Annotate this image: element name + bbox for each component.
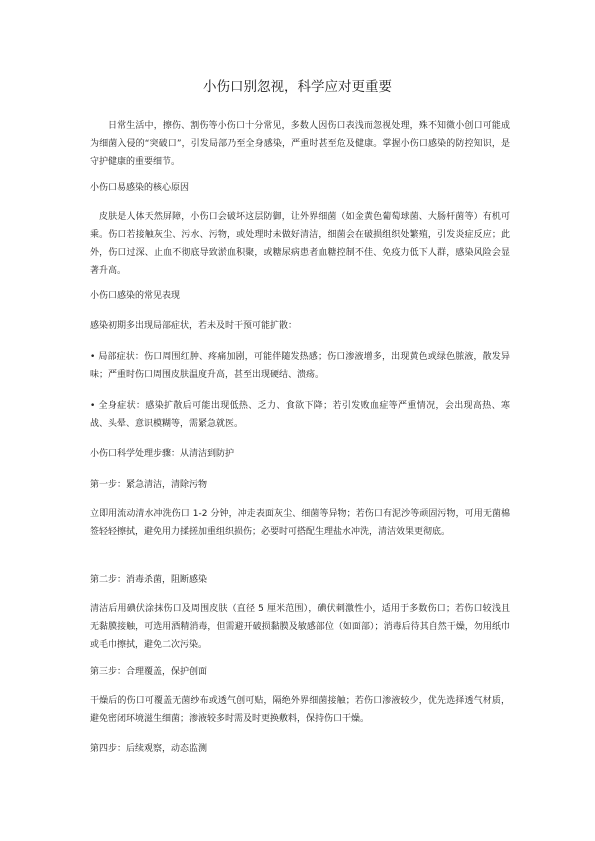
section-heading-treatment: 小伤口科学处理步骤：从清洁到防护 [90, 449, 235, 459]
step-1-title: 第一步：紧急清洁，清除污物 [90, 480, 208, 490]
causes-paragraph: 皮肤是人体天然屏障，小伤口会破坏这层防御，让外界细菌（如金黄色葡萄球菌、大肠杆菌等）有机可乘。伤口若接触灰尘、污水、污物，或处理时未做好清洁，细菌会在破损组织处繁殖，引发炎症反应；此外，伤口过深、止血不彻底导致淤血积聚，或糖尿病患者血糖控制不佳、免疫力低下人群，感染风险会显著升高。 [90, 212, 510, 276]
step-2-body: 清洁后用碘伏涂抹伤口及周围皮肤（直径 5 厘米范围），碘伏刺激性小，适用于多数伤口；若伤口较浅且无黏膜接触，可选用酒精消毒，但需避开破损黏膜及敏感部位（如面部）；消毒后待其自然干燥，勿用纸巾或毛巾擦拭，避免二次污染。 [90, 604, 510, 650]
bullet-text-local: 局部症状：伤口周围红肿、疼痛加剧，可能伴随发热感；伤口渗液增多，出现黄色或绿色脓液，散发异味；严重时伤口周围皮肤温度升高，甚至出现硬结、溃疡。 [90, 352, 510, 380]
step-4-title: 第四步：后续观察，动态监测 [90, 744, 208, 754]
bullet-marker: • [90, 352, 96, 362]
step-3-body: 干燥后的伤口可覆盖无菌纱布或透气创可贴，隔绝外界细菌接触；若伤口渗液较少，优先选择透气材质，避免密闭环境滋生细菌；渗液较多时需及时更换敷料，保持伤口干燥。 [90, 696, 510, 724]
bullet-text-systemic: 全身症状：感染扩散后可能出现低热、乏力、食欲下降；若引发败血症等严重情况，会出现高热、寒战、头晕、意识模糊等，需紧急就医。 [90, 401, 510, 429]
symptom-bullet-systemic [90, 397, 510, 433]
step-2-title: 第二步：消毒杀菌，阻断感染 [90, 575, 208, 585]
intro-paragraph: 日常生活中，擦伤、割伤等小伤口十分常见，多数人因伤口表浅而忽视处理，殊不知微小创口可能成为细菌入侵的“突破口”，引发局部乃至全身感染，严重时甚至危及健康。掌握小伤口感染的防控知识，是守护健康的重要细节。 [90, 121, 510, 167]
section-heading-causes: 小伤口易感染的核心原因 [90, 183, 190, 193]
document-title: 小伤口别忽视，科学应对更重要 [203, 79, 392, 95]
section-heading-symptoms: 小伤口感染的常见表现 [90, 291, 181, 301]
bullet-marker: • [90, 401, 96, 411]
step-1-body: 立即用流动清水冲洗伤口 1-2 分钟，冲走表面灰尘、细菌等异物；若伤口有泥沙等顽固污物，可用无菌棉签轻轻擦拭，避免用力揉搓加重组织损伤；必要时可搭配生理盐水冲洗，清洁效果更彻底。 [90, 509, 510, 537]
symptom-bullet-local [90, 348, 510, 384]
step-3-title: 第三步：合理覆盖，保护创面 [90, 667, 208, 677]
symptoms-lead-text: 感染初期多出现局部症状，若未及时干预可能扩散： [90, 321, 298, 331]
